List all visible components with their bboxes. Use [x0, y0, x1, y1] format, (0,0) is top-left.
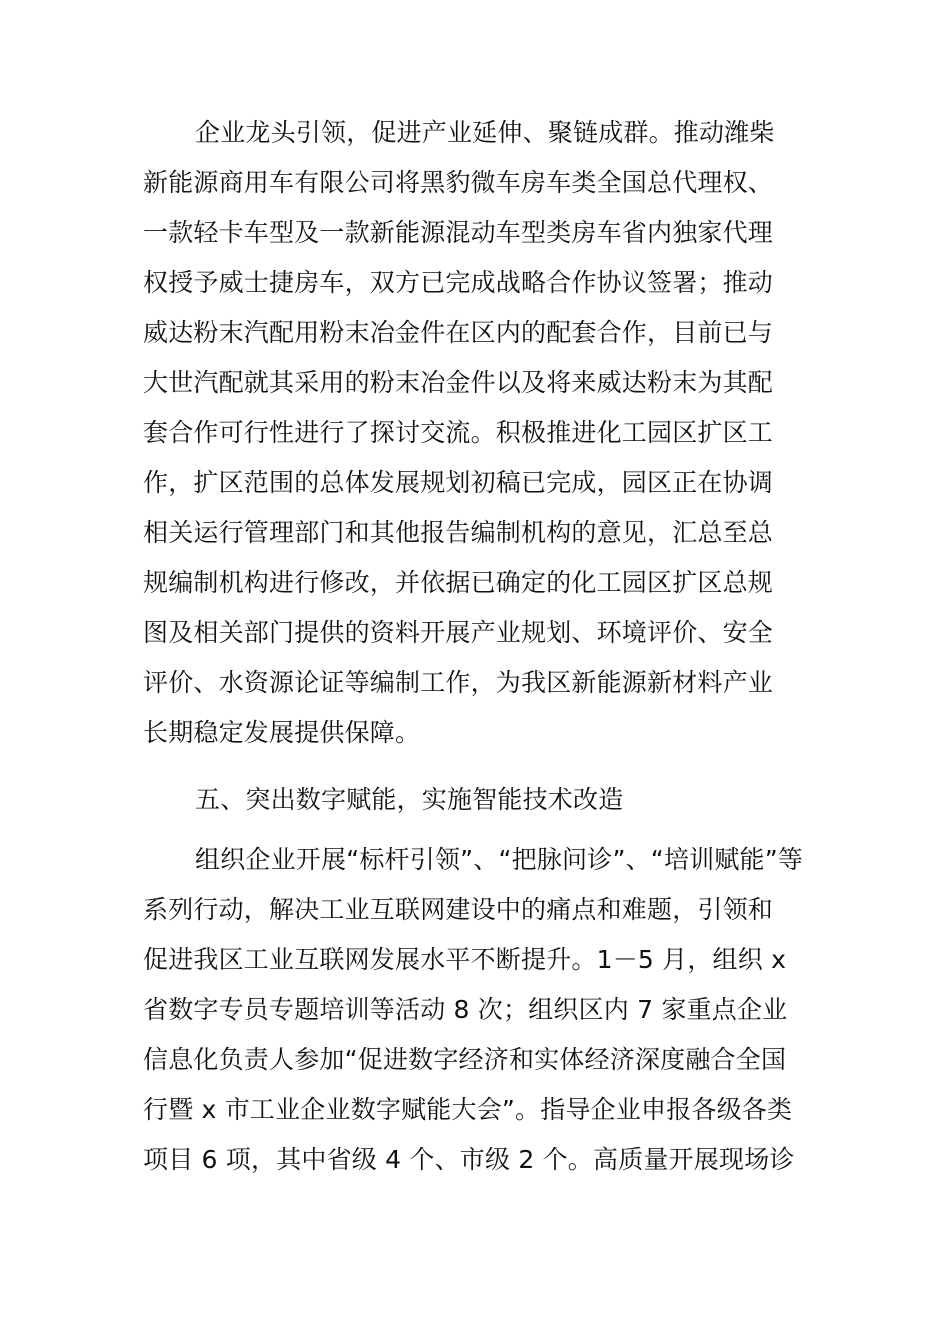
paragraph-line: 威达粉末汽配用粉末冶金件在区内的配套合作，目前已与 — [143, 318, 774, 347]
paragraph-line: 长期稳定发展提供保障。 — [143, 718, 421, 747]
paragraph-line: 系列行动，解决工业互联网建设中的痛点和难题，引领和 — [143, 895, 774, 924]
paragraph-line: 信息化负责人参加“促进数字经济和实体经济深度融合全国 — [143, 1045, 787, 1074]
paragraph-line: 促进我区工业互联网发展水平不断提升。1－5 月，组织 x — [143, 945, 787, 974]
paragraph-line: 企业龙头引领，促进产业延伸、聚链成群。推动潍柴 — [195, 118, 775, 147]
paragraph-line: 评价、水资源论证等编制工作，为我区新能源新材料产业 — [143, 668, 774, 697]
paragraph-line: 大世汽配就其采用的粉末冶金件以及将来威达粉末为其配 — [143, 368, 774, 397]
paragraph-line: 套合作可行性进行了探讨交流。积极推进化工园区扩区工 — [143, 418, 774, 447]
paragraph-line: 相关运行管理部门和其他报告编制机构的意见，汇总至总 — [143, 518, 774, 547]
paragraph-line: 图及相关部门提供的资料开展产业规划、环境评价、安全 — [143, 618, 774, 647]
paragraph-line: 项目 6 项，其中省级 4 个、市级 2 个。高质量开展现场诊 — [143, 1145, 795, 1174]
paragraph-line: 省数字专员专题培训等活动 8 次；组织区内 7 家重点企业 — [143, 995, 788, 1024]
paragraph-line: 新能源商用车有限公司将黑豹微车房车类全国总代理权、 — [143, 168, 774, 197]
paragraph-line: 组织企业开展“标杆引领”、“把脉问诊”、“培训赋能”等 — [195, 845, 804, 874]
paragraph-line: 规编制机构进行修改，并依据已确定的化工园区扩区总规 — [143, 568, 774, 597]
paragraph-line: 权授予威士捷房车，双方已完成战略合作协议签署；推动 — [143, 268, 774, 297]
paragraph-line: 行暨 x 市工业企业数字赋能大会”。指导企业申报各级各类 — [143, 1095, 793, 1124]
paragraph-line: 一款轻卡车型及一款新能源混动车型类房车省内独家代理 — [143, 218, 774, 247]
paragraph-line: 作，扩区范围的总体发展规划初稿已完成，园区正在协调 — [143, 468, 774, 497]
section-heading: 五、突出数字赋能，实施智能技术改造 — [195, 785, 624, 814]
